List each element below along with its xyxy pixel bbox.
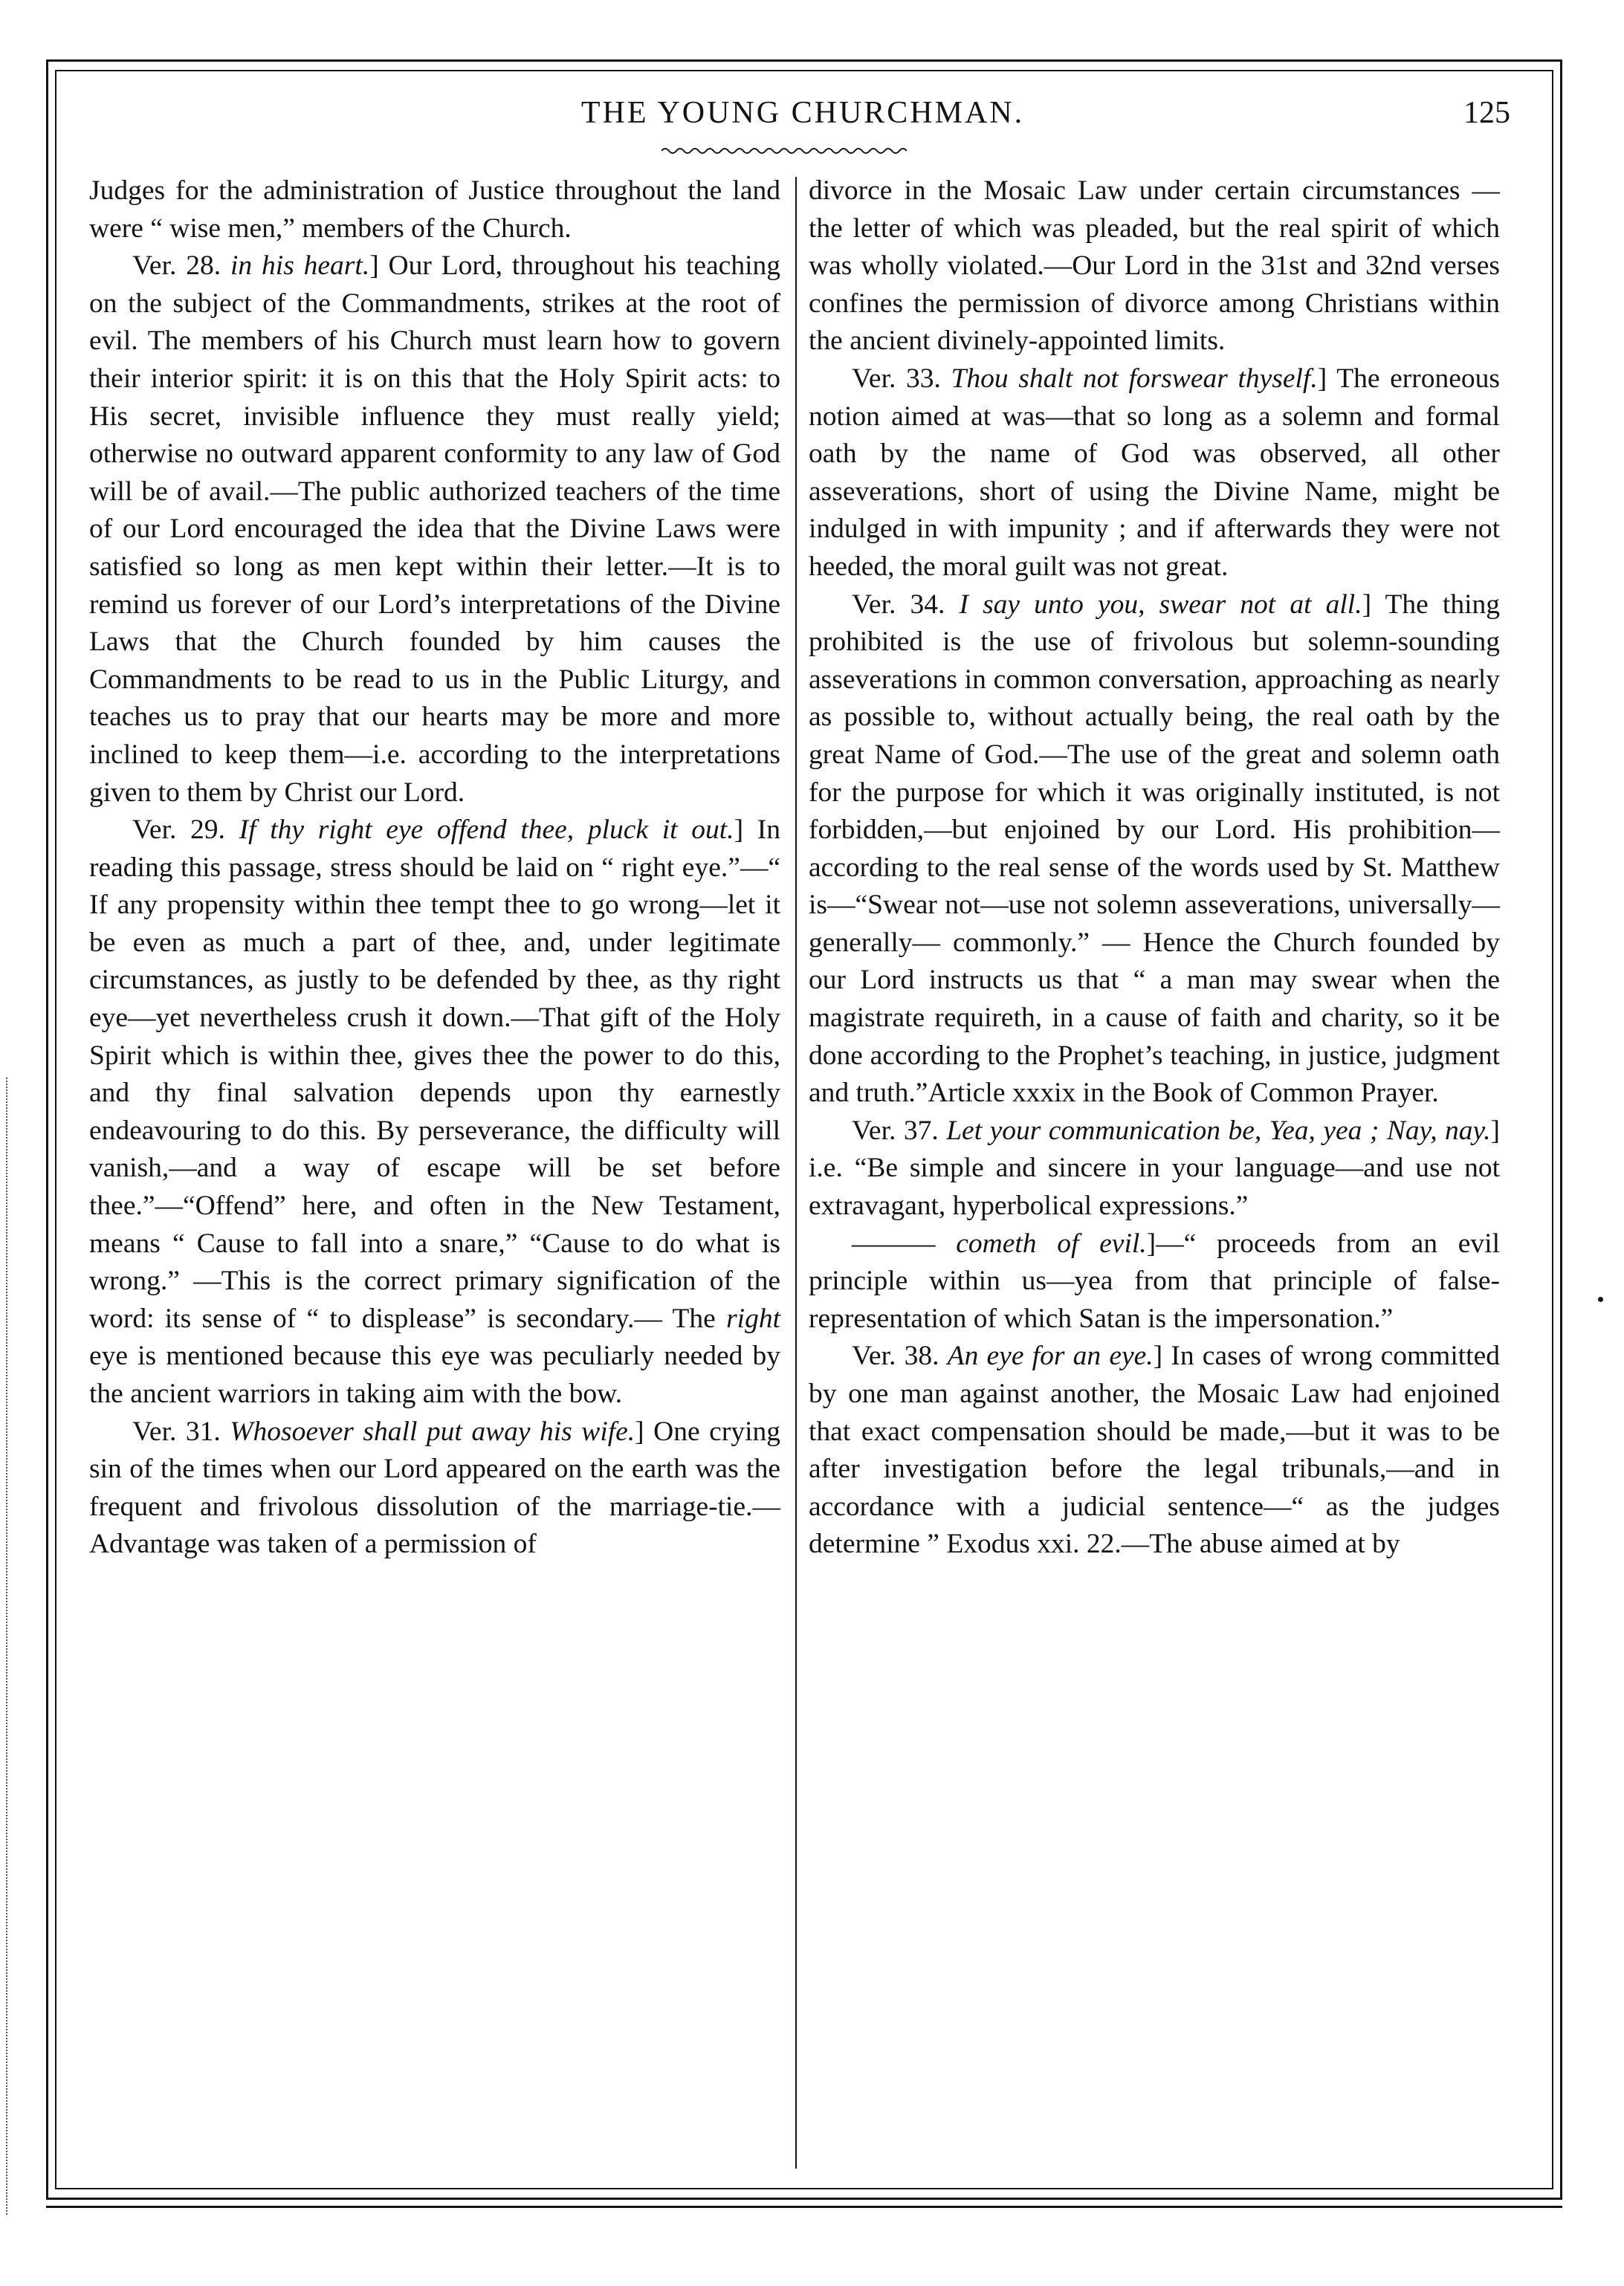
ditto-dash: ——— xyxy=(852,1228,936,1259)
left-margin-rule xyxy=(6,1078,7,2215)
paragraph-verse-33: Ver. 33. Thou shalt not forswear thyself.] The erroneous notion aimed at was—that so long as a solemn and formal oath by the name of God was observed, all other asseverations, short of using the Divine Name, might be indulged in with impunity ; and if afterwards they were not heeded, the moral guilt was not great. xyxy=(809,363,1501,582)
column-divider xyxy=(795,177,797,2169)
verse-quote: Thou shalt not forswear thyself. xyxy=(951,363,1318,394)
ornamental-wavy-rule xyxy=(661,146,907,156)
verse-quote: in his heart. xyxy=(230,250,370,282)
verse-ref: Ver. 38. xyxy=(852,1341,939,1372)
paragraph-verse-37: Ver. 37. Let your communication be, Yea, yea ; Nay, nay.] i.e. “Be simple and sincere in your language—and use not extravagant, hyperbolical expressions.” xyxy=(809,1115,1500,1222)
paragraph-verse-29: Ver. 29. If thy right eye offend thee, pluck it out.] In reading this passage, stress should be laid on “ right eye.”—“ If any propensity within thee tempt thee to go wrong—let it be even as much a part of thee, and, under legitimate circumstances, as justly to be defended by thee, as thy right eye—yet nevertheless crush it down.—That gift of the Holy Spirit which is within thee, gives thee the power to do this, and thy final salvation depends upon thy earnestly endeavouring to do this. By perseverance, the difficulty will vanish,—and a way of escape will be set before thee.”—“Offend” here, and often in the New Testament, means “ Cause to fall into a snare,” “Cause to do what is wrong.” —This is the correct primary signification of the word: its sense of “ to displease” is secondary.— The right eye is mentioned because this eye was peculiarly needed by the ancient warriors in taking aim with the bow. xyxy=(89,815,781,1409)
verse-quote: I say unto you, swear not at all. xyxy=(959,589,1362,620)
verse-quote: cometh of evil. xyxy=(956,1228,1147,1259)
verse-ref: Ver. 33. xyxy=(852,363,941,394)
verse-ref: Ver. 31. xyxy=(132,1416,221,1447)
paragraph-divorce: divorce in the Mosaic Law under certain circumstances — the letter of which was pleaded, but the real spirit of which was wholly violated.—Our Lord in the 31st and 32nd verses confines the permission of divorce among Christians within the ancient divinely-appointed limits. xyxy=(809,175,1500,357)
bottom-rule xyxy=(46,2206,1562,2208)
paragraph-verse-28: Ver. 28. in his heart.] Our Lord, throughout his teaching on the subject of the Commandments, strikes at the root of evil. The members of his Church must learn how to govern their interior spirit: it is on this that the Holy Spirit acts: to His secret, invisible influence they must really yield; otherwise no outward apparent conformity to any law of God will be of avail.—The public authorized teachers of the time of our Lord encouraged the idea that the Divine Laws were satisfied so long as men kept within their letter.—It is to remind us forever of our Lord’s interpretations of the Divine Laws that the Church founded by him causes the Commandments to be read to us in the Public Liturgy, and teaches us to pray that our hearts may be more and more inclined to keep them—i.e. according to the interpretations given to them by Christ our Lord. xyxy=(89,250,780,808)
verse-quote: Let your communication be, Yea, yea ; Nay, nay. xyxy=(946,1115,1491,1146)
verse-quote: If thy right eye offend thee, pluck it out. xyxy=(239,815,734,846)
paragraph-verse-38: Ver. 38. An eye for an eye.] In cases of wrong committed by one man against another, the Mosaic Law had enjoined that exact compensation should be made,—but it was to be after investigation before the legal tribunals,—and in accordance with a judicial sentence—“ as the judges determine ” Exodus xxi. 22.—The abuse aimed at by xyxy=(809,1341,1500,1560)
left-column xyxy=(89,172,780,1564)
paragraph-cometh-of-evil: ——— cometh of evil.]—“ proceeds from an evil principle within us—yea from that principle of false-representation of which Satan is the impersonation.” xyxy=(809,1228,1500,1334)
paragraph-judges: Judges for the administration of Justice throughout the land were “ wise men,” members of the Church. xyxy=(89,175,780,244)
verse-ref: Ver. 28. xyxy=(132,250,221,282)
right-column xyxy=(809,172,1500,1564)
paragraph-verse-34: Ver. 34. I say unto you, swear not at all.] The thing prohibited is the use of frivolous but solemn-sounding asseverations in common conversation, approaching as nearly as possible to, without actually being, the real oath by the great Name of God.—The use of the great and solemn oath for the purpose for which it was originally instituted, is not forbidden,—but enjoined by our Lord. His prohibition—according to the real sense of the words used by St. Matthew is—“Swear not—use not solemn asseverations, universally—generally— commonly.” — Hence the Church founded by our Lord instructs us that “ a man may swear when the magistrate requireth, in a cause of faith and charity, so it be done according to the Prophet’s teaching, in justice, judgment and truth.”Article xxxix in the Book of Common Prayer. xyxy=(809,589,1501,1109)
verse-quote: Whosoever shall put away his wife. xyxy=(230,1416,635,1447)
page-number: 125 xyxy=(1463,96,1510,130)
verse-ref: Ver. 37. xyxy=(852,1115,939,1146)
verse-ref: Ver. 34. xyxy=(852,589,945,620)
italic-word: right xyxy=(726,1303,781,1334)
verse-quote: An eye for an eye. xyxy=(947,1341,1154,1372)
running-title: THE YOUNG CHURCHMAN. xyxy=(580,96,1025,130)
ink-speck xyxy=(1598,1297,1603,1302)
verse-ref: Ver. 29. xyxy=(132,815,225,846)
paragraph-verse-31: Ver. 31. Whosoever shall put away his wife.] One crying sin of the times when our Lord appeared on the earth was the frequent and frivolous dissolution of the marriage-tie.— Advantage was taken of a permission of xyxy=(89,1416,780,1560)
